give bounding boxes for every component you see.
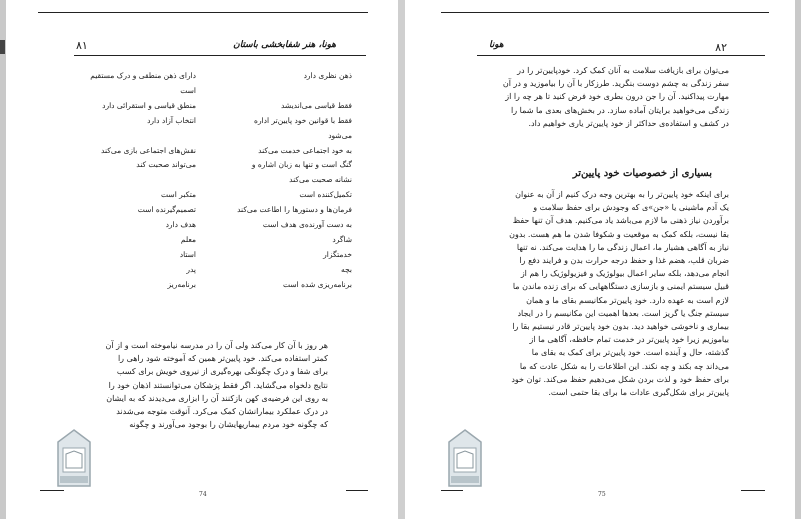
table-row [66,160,356,172]
text-line: برای شفا و درک چگونگی بهره‌گیری از نیروی خویش برای کسب [116,367,328,377]
table-cell-right: شاگرد [332,234,352,244]
text-line: گذشته، حال و آینده است. خود پایین‌تر برای کمک به بقای ما [531,348,729,358]
top-rule [441,12,769,13]
footer-page-number: 74 [199,491,207,498]
text-line: برای حفظ خود و لذت بردن شکل می‌دهیم حفظ می‌کند. توان خود [511,374,729,384]
table-row [66,175,356,187]
text-line: نیاز به آگاهی هشیار ما، اعمال زندگی ما را هدایت می‌کند. نه تنها [516,242,729,252]
table-row [66,86,356,98]
table-cell-left: نقش‌های اجتماعی بازی می‌کند [101,145,196,155]
text-line: برآوردن نیاز ذهنی ما لازم می‌باشد یاد می‌کنیم. هدف آن تنها حفظ [512,216,729,226]
text-line: قبیل سیستم ایمنی و بازسازی دستگاههایی که برای زنده ماندن ما [512,282,729,292]
table-cell-right: به دست آورنده‌ی هدف است [262,220,352,229]
intro-paragraph [503,64,729,130]
table-cell-left: پدر [186,264,196,274]
footer-rule-right [346,490,368,491]
text-line: یک آدم ماشینی یا «جن»ی که وجودش برای حفظ سلامت و [533,203,729,213]
table-cell-right: خدمتگزار [323,249,352,259]
text-line: در کشف و استفاده‌ی حداکثر از خود پایین‌تر یاری خواهیم داد. [528,118,729,128]
text-line: ضربان قلب، هضم غذا و حفظ درجه حرارت بدن و فرایند دفع را [519,256,729,266]
footer-rule-left [40,490,64,491]
table-cell-left: دارای ذهن منطقی و درک مستقیم [90,71,196,80]
text-line: می‌توان برای بازیافت سلامت به آنان کمک کرد. خودپایین‌تر را در [517,66,729,75]
text-line: پایین‌تر برای شکل‌گیری عادات ما برای بقا حتمی است. [548,388,729,398]
publisher-seal-icon [54,428,94,488]
page-number: ۸۱ [76,39,88,52]
text-line: سیستم جنگ یا گریز است. بعدها اهمیت این مکانیسم را در ایجاد [517,308,729,318]
body-paragraph [105,339,328,431]
table-cell-right: برنامه‌ریزی شده است [282,279,352,289]
body-paragraph [509,188,729,399]
viewer-gutter [398,0,405,519]
footer-rule-left [441,490,463,491]
text-line: به روی این فرضیه‌ی کهن بازکنند آن را ابزاری می‌دیدند که به ایشان [106,393,328,403]
footer-page-number: 75 [598,491,606,498]
text-line: زندگی می‌خواهید برایتان آماده سازد. در بخش‌های بعدی ما شما را [511,105,729,115]
table-cell-right: تکمیل‌کننده است [299,190,352,200]
right-page [405,0,795,519]
table-row [66,220,356,232]
table-row [66,190,356,202]
text-line: لازم است به عهده دارد. خود پایین‌تر مکانیسم بقای ما و همان [526,295,729,305]
table-row [66,71,356,83]
table-cell-right: فقط قیاسی می‌اندیشد [280,100,352,110]
viewer-right-edge [795,0,801,519]
text-line: برای اینکه خود پایین‌تر را به بهترین وجه درک کنیم از آن به عنوان [515,190,729,199]
table-cell-left: می‌تواند صحبت کند [136,160,196,170]
text-line: بیماری و ناخوشی خواهید دید. بدون خود پایین‌تر قادر نیستیم بقا را [512,322,729,332]
section-heading: بسیاری از خصوصیات خود پایین‌تر [572,168,712,179]
table-row [66,205,356,217]
text-line: هر روز با آن کار می‌کند ولی آن را در مدرسه نیاموخته است و از آن [105,341,328,350]
table-cell-right: فقط با قوانین خود پایین‌تر اداره [254,115,352,125]
table-cell-right: ذهن نظری دارد [303,71,352,80]
text-line: بقا نیست، بلکه کمک به موقعیت و شکوفا شدن ما هم هست. بدون [509,229,729,239]
table-cell-left: برنامه‌ریز [167,279,196,289]
running-header-title: هونا، هنر شفابخشی باستان [233,40,336,50]
table-row [66,250,356,262]
table-cell-right: گنگ است و تنها به زبان اشاره و [251,160,352,170]
table-cell-left: استاد [179,249,196,259]
table-row [66,235,356,247]
text-line: کمتر استفاده می‌کند. خود پایین‌تر همین که آموخته شود راهی را [117,354,328,364]
left-page [6,0,398,519]
table-row [66,131,356,143]
page-number: ۸۲ [715,41,727,54]
top-rule [38,12,368,13]
publisher-seal-icon [445,428,485,488]
table-row [66,265,356,277]
table-cell-right: فرمان‌ها و دستورها را اطاعت می‌کند [237,205,352,215]
text-line: انجام می‌دهد، بلکه سایر اعمال بیولوژیک و فیزیولوژیک را هم از [520,269,729,279]
running-header-title: هونا [489,40,504,50]
text-line: که چگونه خود مردم بیماریهایشان را بوجود می‌آورند و چگونه [129,420,328,430]
table-cell-left: است [180,85,196,95]
table-cell-left: تصمیم‌گیرنده است [137,205,196,215]
table-cell-left: منطق قیاسی و استقرائی دارد [102,100,196,110]
header-rule [74,55,366,56]
table-row [66,116,356,128]
table-cell-left: معلم [180,234,196,244]
text-line: در درک عملکرد بیمارانشان کمک می‌کرد. آنوقت متوجه می‌شدند [116,407,328,417]
table-cell-right: بچه [341,264,352,274]
table-cell-left: هدف دارد [165,220,196,229]
table-row [66,146,356,158]
table-cell-left: متکبر است [161,190,196,200]
table-cell-left: انتخاب آزاد دارد [147,115,196,125]
text-line: نتایج دلخواه می‌گشاید. اگر فقط پزشکان می‌توانستند اذهان خود را [108,380,328,390]
table-cell-right: می‌شود [328,130,352,140]
header-rule [477,55,765,56]
table-row [66,280,356,292]
footer-rule-right [741,490,765,491]
text-line: سفر زندگی به چشم دوست بنگرید. طرزکار با آن را بیاموزید و در آن [502,79,729,89]
text-line: بیاموزیم زیرا خود پایین‌تر در خدمت تمام حافظه، آگاهی ما از [529,335,729,345]
viewer-nav-tab[interactable] [0,40,5,54]
table-cell-right: به خود اجتماعی خدمت می‌کند [258,145,352,155]
text-line: مهارت پیداکنید. آن را جن درون بطری خود فرض کنید تا هر چه را از [505,92,729,102]
text-line: می‌داند چه بکند و چه نکند. این اطلاعات را به شکل عادت که ما [519,361,729,371]
table-cell-right: نشانه صحبت می‌کند [289,175,352,185]
table-row [66,101,356,113]
